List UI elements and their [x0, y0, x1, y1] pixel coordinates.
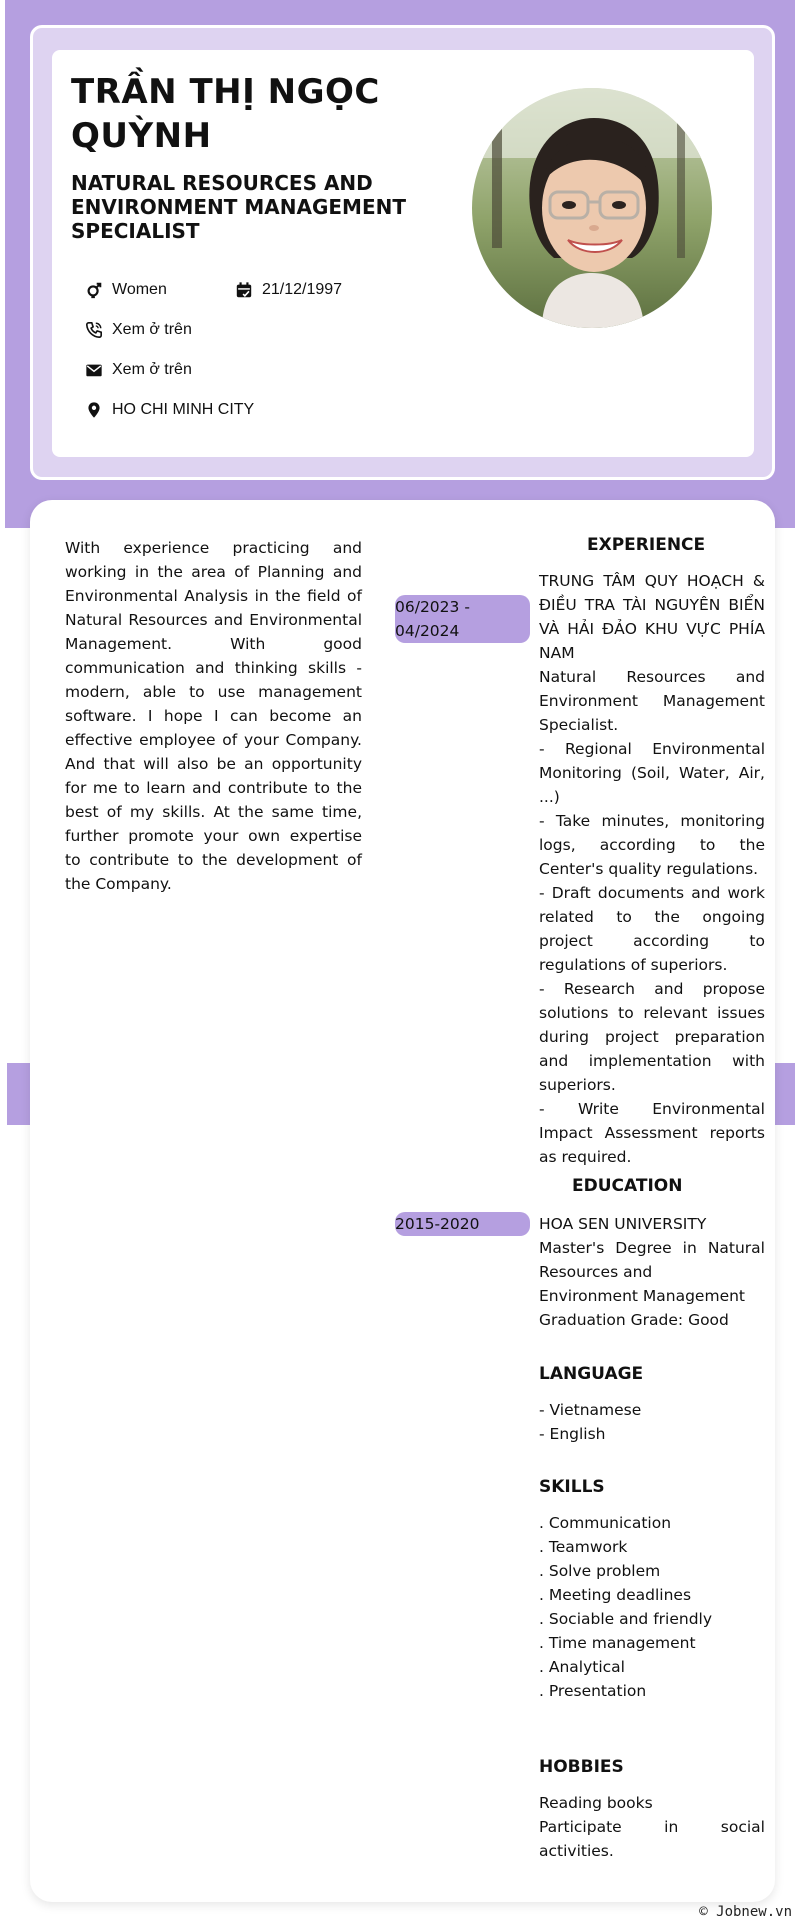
skill-item: . Sociable and friendly [539, 1610, 713, 1628]
skills-title: SKILLS [539, 1477, 605, 1497]
gender-icon [84, 280, 104, 300]
calendar-icon [234, 280, 254, 300]
education-school: HOA SEN UNIVERSITY [539, 1215, 707, 1233]
hobby-item: Participate in social activities. [539, 1818, 765, 1860]
skill-item: . Analytical [539, 1658, 625, 1676]
skills-list [539, 1511, 765, 1703]
education-title: EDUCATION [572, 1176, 683, 1196]
skill-item: . Communication [539, 1514, 672, 1532]
experience-title: EXPERIENCE [587, 535, 706, 555]
profile-photo [472, 88, 712, 328]
birthday-info [234, 280, 342, 300]
experience-date: 06/2023 - 04/2024 [395, 595, 530, 643]
header-panel [52, 50, 754, 457]
header-frame [30, 25, 775, 480]
candidate-name: TRẦN THỊ NGỌC QUỲNH [71, 72, 380, 156]
career-summary: With experience practicing and working in the area of Planning and Environmental Analysis in the field of Natural Resources and Environmental Management. With good communication and thinking skills - modern, able to use management software. I hope I can become an effective employee of your Company. And that will also be an opportunity for me to learn and contribute to the best of my skills. At the same time, further promote your own expertise to contribute to the development of the Company. [65, 539, 362, 893]
experience-duty: - Take minutes, monitoring logs, according to the Center's quality regulations. [539, 812, 765, 878]
skill-item: . Meeting deadlines [539, 1586, 692, 1604]
location-pin-icon [84, 400, 104, 420]
experience-company: TRUNG TÂM QUY HOẠCH & ĐIỀU TRA TÀI NGUYÊN BIỂN VÀ HẢI ĐẢO KHU VỰC PHÍA NAM [539, 572, 765, 662]
email-value: Xem ở trên [112, 361, 192, 378]
phone-value: Xem ở trên [112, 321, 192, 338]
email-info [84, 360, 192, 380]
education-degree: Master's Degree in Natural Resources and [539, 1239, 765, 1281]
hobbies-list [539, 1791, 765, 1863]
resume-body-card [30, 500, 775, 1902]
experience-duty: - Regional Environmental Monitoring (Soil, Water, Air, ...) [539, 740, 765, 806]
envelope-icon [84, 360, 104, 380]
experience-duty: - Research and propose solutions to relevant issues during project preparation and implementation with superiors. [539, 980, 765, 1094]
skill-item: . Presentation [539, 1682, 647, 1700]
phone-icon [84, 320, 104, 340]
experience-details [539, 569, 765, 1169]
hobby-item: Reading books [539, 1794, 653, 1812]
experience-position: Natural Resources and Environment Management Specialist. [539, 668, 765, 734]
language-item: - English [539, 1425, 606, 1443]
education-grade: Graduation Grade: Good [539, 1311, 729, 1329]
candidate-job-title: NATURAL RESOURCES AND ENVIRONMENT MANAGEMENT SPECIALIST [71, 171, 406, 243]
address-value: HO CHI MINH CITY [112, 401, 255, 418]
language-item: - Vietnamese [539, 1401, 642, 1419]
skill-item: . Time management [539, 1634, 696, 1652]
language-list [539, 1398, 765, 1446]
address-info [84, 400, 254, 420]
skill-item: . Solve problem [539, 1562, 661, 1580]
experience-duty: - Draft documents and work related to the ongoing project according to regulations of superiors. [539, 884, 765, 974]
education-major: Environment Management [539, 1287, 746, 1305]
education-date: 2015-2020 [395, 1212, 530, 1236]
hobbies-title: HOBBIES [539, 1757, 624, 1777]
experience-duty: - Write Environmental Impact Assessment reports as required. [539, 1100, 765, 1166]
birthday-value: 21/12/1997 [262, 281, 343, 298]
phone-info [84, 320, 192, 340]
skill-item: . Teamwork [539, 1538, 628, 1556]
watermark-footer: © Jobnew.vn [699, 1904, 792, 1920]
language-title: LANGUAGE [539, 1364, 644, 1384]
gender-value: Women [112, 281, 167, 298]
gender-info [84, 280, 167, 300]
education-details [539, 1212, 765, 1332]
